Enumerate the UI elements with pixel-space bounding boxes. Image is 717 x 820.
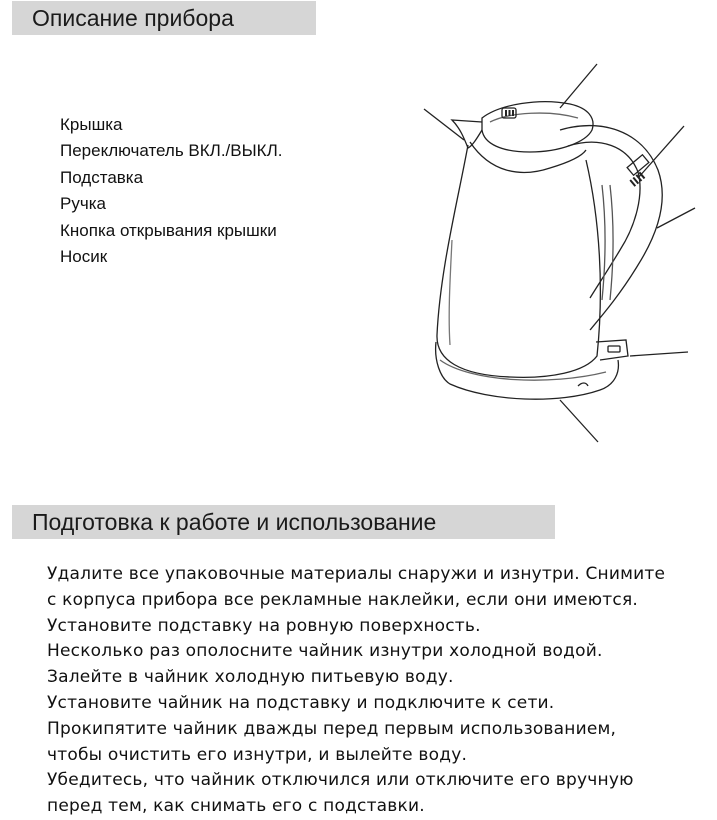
instruction-line: Установите чайник на подставку и подключите к сети. (47, 692, 555, 713)
part-label-handle: Ручка (60, 194, 106, 214)
kettle-diagram (410, 60, 710, 450)
part-label-lid: Крышка (60, 115, 123, 134)
parts-list (60, 112, 282, 270)
section-title-device-description: Описание прибора (12, 1, 316, 35)
instruction-line: Прокипятите чайник дважды перед первым использованием, (47, 718, 617, 739)
instruction-line: с корпуса прибора все рекламные наклейки, если они имеются. (47, 589, 638, 610)
part-label-spout: Носик (60, 247, 108, 267)
instruction-line: чтобы очистить его изнутри, и вылейте воду. (47, 744, 468, 765)
water-window (602, 185, 605, 300)
switch-led (608, 346, 620, 352)
instruction-line: Установите подставку на ровную поверхность. (47, 615, 481, 636)
callout-line-spout (424, 109, 464, 140)
kettle-body (437, 145, 600, 377)
instruction-line: перед тем, как снимать его с подставки. (47, 796, 425, 817)
instruction-line: Залейте в чайник холодную питьевую воду. (47, 667, 454, 688)
cord-notch (578, 383, 588, 386)
part-label-lid-button: Кнопка открывания крышки (60, 220, 277, 240)
body-highlight (449, 240, 452, 345)
power-switch (596, 340, 628, 360)
section-title-preparation-and-use: Подготовка к работе и использование (12, 505, 555, 539)
callout-line-base (560, 400, 598, 442)
instruction-line: Несколько раз ополосните чайник изнутри холодной водой. (47, 641, 603, 662)
callout-line-lid (560, 64, 597, 108)
instruction-line: Удалите все упаковочные материалы снаружи и изнутри. Снимите (47, 564, 666, 584)
lid-button-icon (505, 110, 514, 116)
part-label-base: Подставка (60, 167, 144, 187)
callout-line-handle (657, 208, 695, 228)
part-label-power-switch: Переключатель ВКЛ./ВЫКЛ. (60, 141, 283, 161)
instructions-text (47, 562, 717, 820)
instruction-line: Убедитесь, что чайник отключился или отключите его вручную (47, 770, 634, 791)
handle-outer (560, 126, 662, 330)
callout-line-power-switch (630, 352, 688, 356)
callout-line-lid-button (638, 126, 684, 178)
